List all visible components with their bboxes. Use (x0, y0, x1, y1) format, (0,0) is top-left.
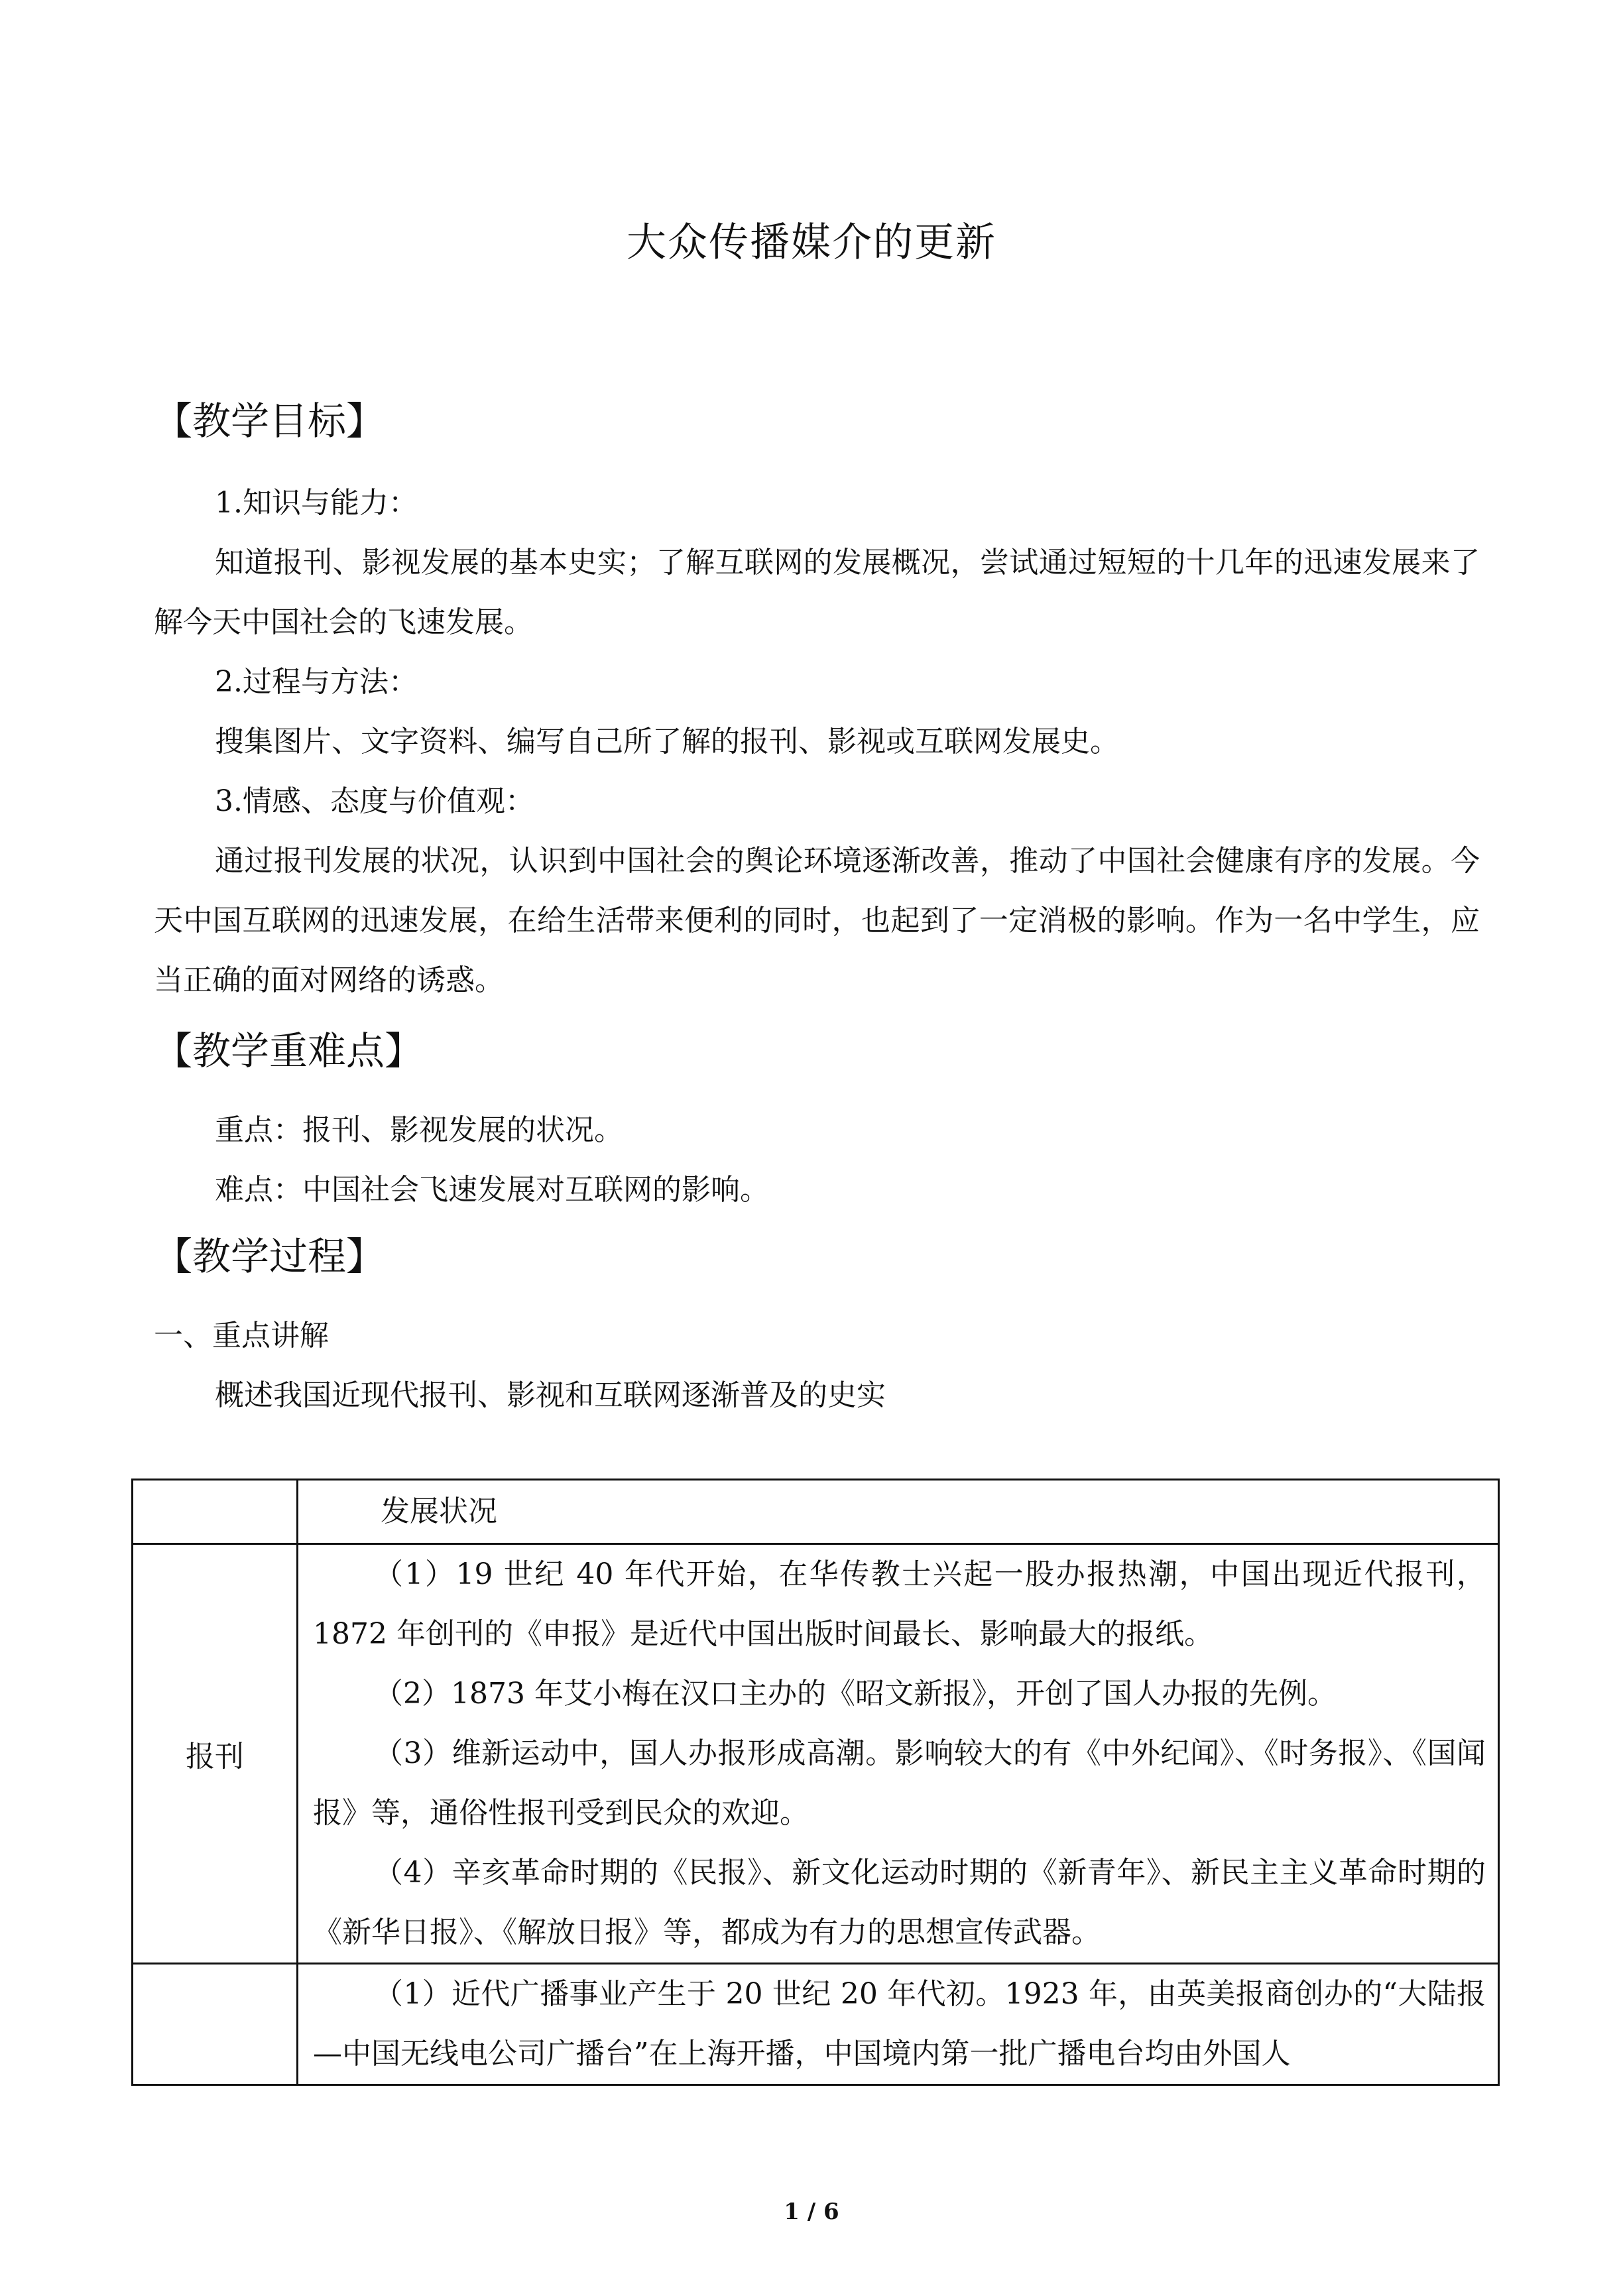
objective-emotion-heading: 3.情感、态度与价值观： (215, 784, 534, 818)
table-item: （4）辛亥革命时期的《民报》、新文化运动时期的《新青年》、新民主主义革命时期的《新华日报》、《解放日报》等，都成为有力的思想宣传武器。 (313, 1856, 1486, 1949)
objective-knowledge-heading: 1.知识与能力： (215, 486, 418, 520)
keypoint-focus: 重点：报刊、影视发展的状况。 (215, 1113, 623, 1147)
section-heading-process: 【教学过程】 (154, 1234, 385, 1279)
media-development-table (131, 1479, 1500, 2086)
objective-process-text: 搜集图片、文字资料、编写自己所了解的报刊、影视或互联网发展史。 (215, 725, 1119, 758)
table-header-label: 发展状况 (381, 1494, 497, 1528)
table-item: （2）1873 年艾小梅在汉口主办的《昭文新报》，开创了国人办报的先例。 (374, 1677, 1337, 1711)
table-row (133, 1964, 1499, 2085)
table-header-empty-cell (133, 1480, 298, 1544)
table-row-content (298, 1964, 1499, 2085)
process-intro: 概述我国近现代报刊、影视和互联网逐渐普及的史实 (215, 1378, 886, 1412)
objective-process-heading: 2.过程与方法： (215, 665, 418, 699)
process-part1-heading: 一、重点讲解 (154, 1319, 329, 1353)
table-row-label: 报刊 (133, 1544, 298, 1964)
objective-knowledge-text: 知道报刊、影视发展的基本史实；了解互联网的发展概况，尝试通过短短的十几年的迅速发展来了解今天中国社会的飞速发展。 (154, 546, 1480, 639)
table-row-content (298, 1544, 1499, 1964)
table-item: （1）近代广播事业产生于 20 世纪 20 年代初。1923 年，由英美报商创办的“大陆报—中国无线电公司广播台”在上海开播，中国境内第一批广播电台均由外国人 (313, 1977, 1486, 2071)
objective-emotion-text: 通过报刊发展的状况，认识到中国社会的舆论环境逐渐改善，推动了中国社会健康有序的发展。今天中国互联网的迅速发展，在给生活带来便利的同时，也起到了一定消极的影响。作为一名中学生，应当正确的面对网络的诱惑。 (154, 844, 1480, 997)
table-header-row (133, 1480, 1499, 1544)
page-number: 1 / 6 (784, 2199, 839, 2225)
section-heading-objectives: 【教学目标】 (154, 398, 385, 444)
section-heading-keypoints: 【教学重难点】 (154, 1028, 424, 1073)
keypoint-difficulty: 难点：中国社会飞速发展对互联网的影响。 (215, 1173, 769, 1207)
document-title: 大众传播媒介的更新 (627, 219, 996, 266)
table-row-label (133, 1964, 298, 2085)
table-item: （3）维新运动中，国人办报形成高潮。影响较大的有《中外纪闻》、《时务报》、《国闻报》等，通俗性报刊受到民众的欢迎。 (313, 1736, 1486, 1830)
table-header-cell (298, 1480, 1499, 1544)
table-item: （1）19 世纪 40 年代开始，在华传教士兴起一股办报热潮，中国出现近代报刊，1872 年创刊的《申报》是近代中国出版时间最长、影响最大的报纸。 (313, 1557, 1486, 1651)
table-row (133, 1544, 1499, 1964)
